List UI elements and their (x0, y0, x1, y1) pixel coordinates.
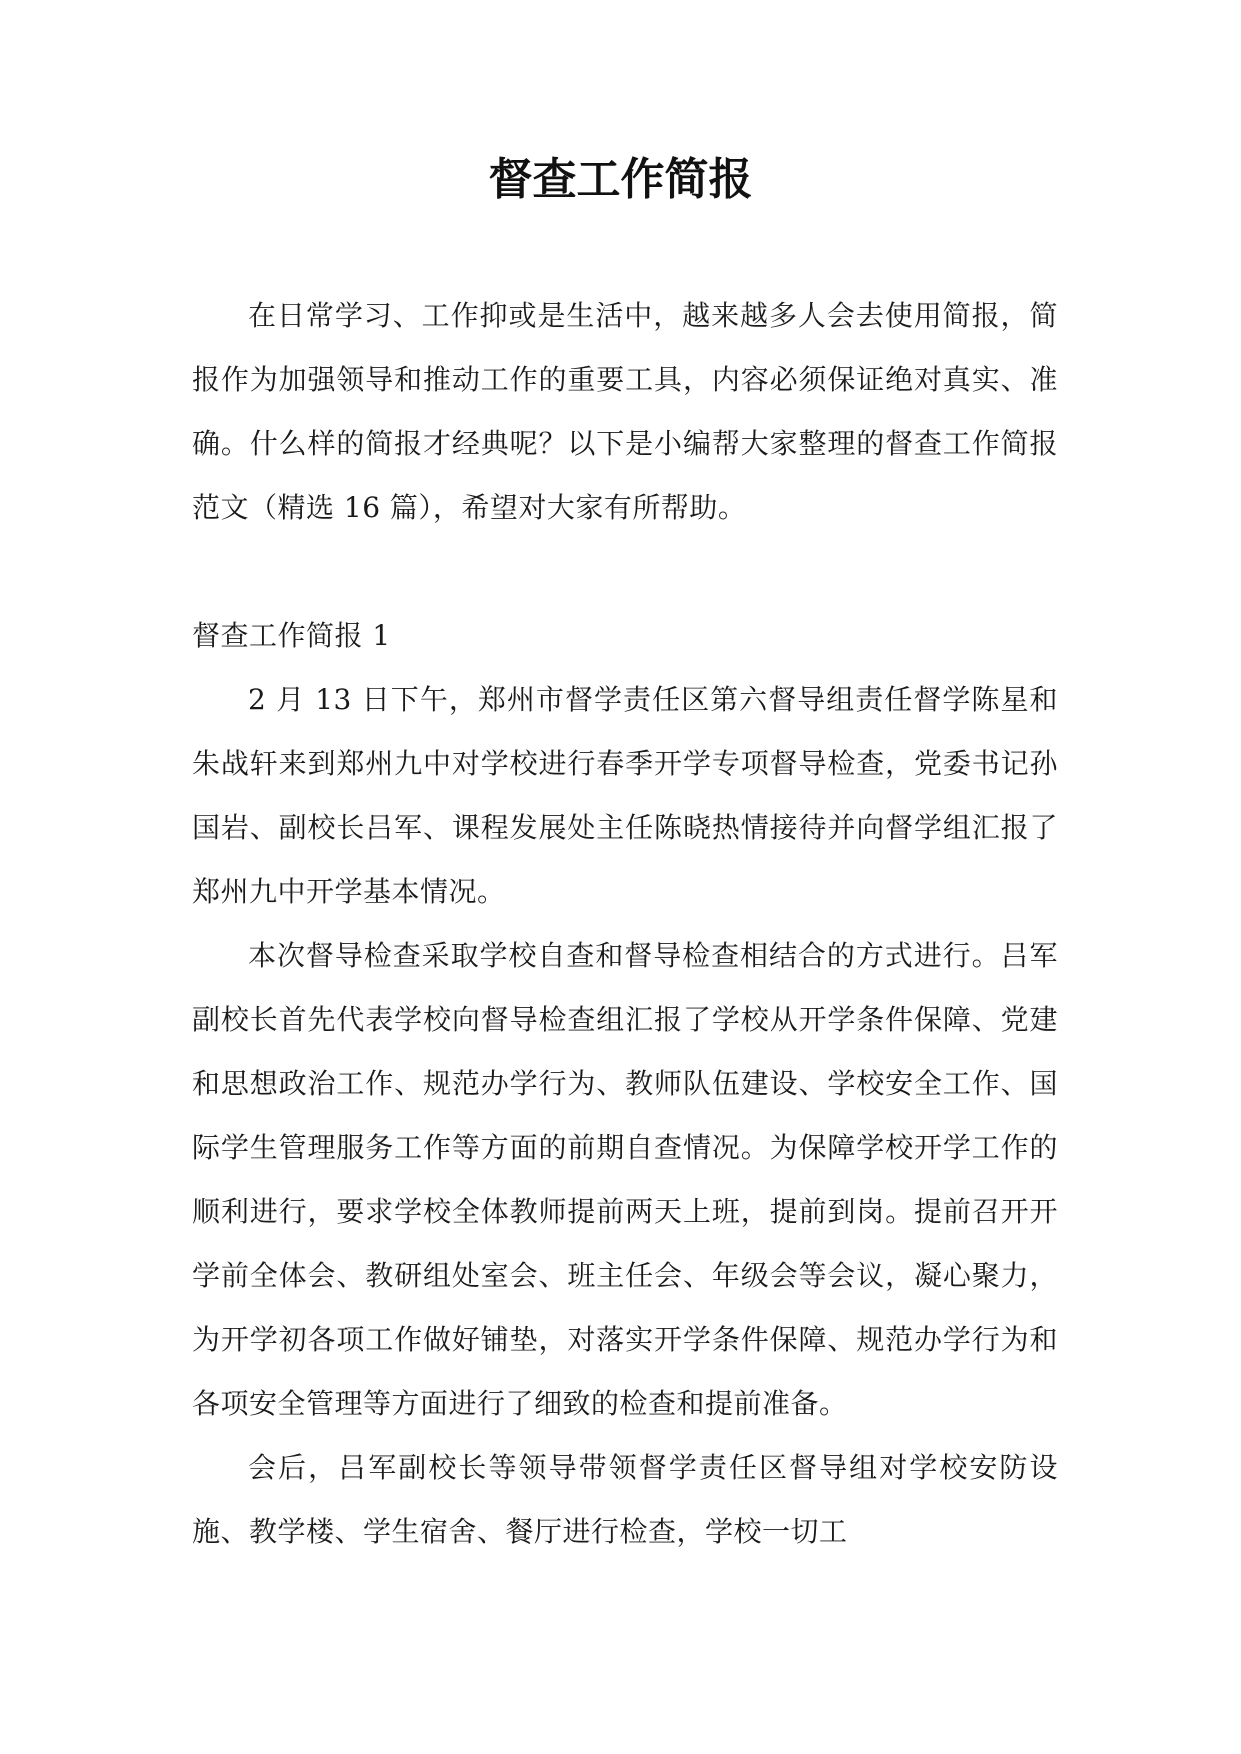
section-heading: 督查工作简报 1 (192, 619, 391, 652)
intro-paragraph: 在日常学习、工作抑或是生活中，越来越多人会去使用简报，简报作为加强领导和推动工作的重要工具，内容必须保证绝对真实、准确。什么样的简报才经典呢？以下是小编帮大家整理的督查工作简报范文（精选 16 篇），希望对大家有所帮助。 (192, 299, 1058, 524)
document-body (192, 284, 1058, 1564)
body-paragraph-1: 2 月 13 日下午，郑州市督学责任区第六督导组责任督学陈星和朱战轩来到郑州九中对学校进行春季开学专项督导检查，党委书记孙国岩、副校长吕军、课程发展处主任陈晓热情接待并向督学组汇报了郑州九中开学基本情况。 (192, 683, 1058, 908)
paragraph-spacer (192, 540, 1058, 604)
body-paragraph-3: 会后，吕军副校长等领导带领督学责任区督导组对学校安防设施、教学楼、学生宿舍、餐厅进行检查，学校一切工 (192, 1451, 1058, 1548)
body-paragraph-2: 本次督导检查采取学校自查和督导检查相结合的方式进行。吕军副校长首先代表学校向督导检查组汇报了学校从开学条件保障、党建和思想政治工作、规范办学行为、教师队伍建设、学校安全工作、国际学生管理服务工作等方面的前期自查情况。为保障学校开学工作的顺利进行，要求学校全体教师提前两天上班，提前到岗。提前召开开学前全体会、教研组处室会、班主任会、年级会等会议，凝心聚力，为开学初各项工作做好铺垫，对落实开学条件保障、规范办学行为和各项安全管理等方面进行了细致的检查和提前准备。 (192, 939, 1058, 1420)
document-title: 督查工作简报 (488, 154, 753, 205)
